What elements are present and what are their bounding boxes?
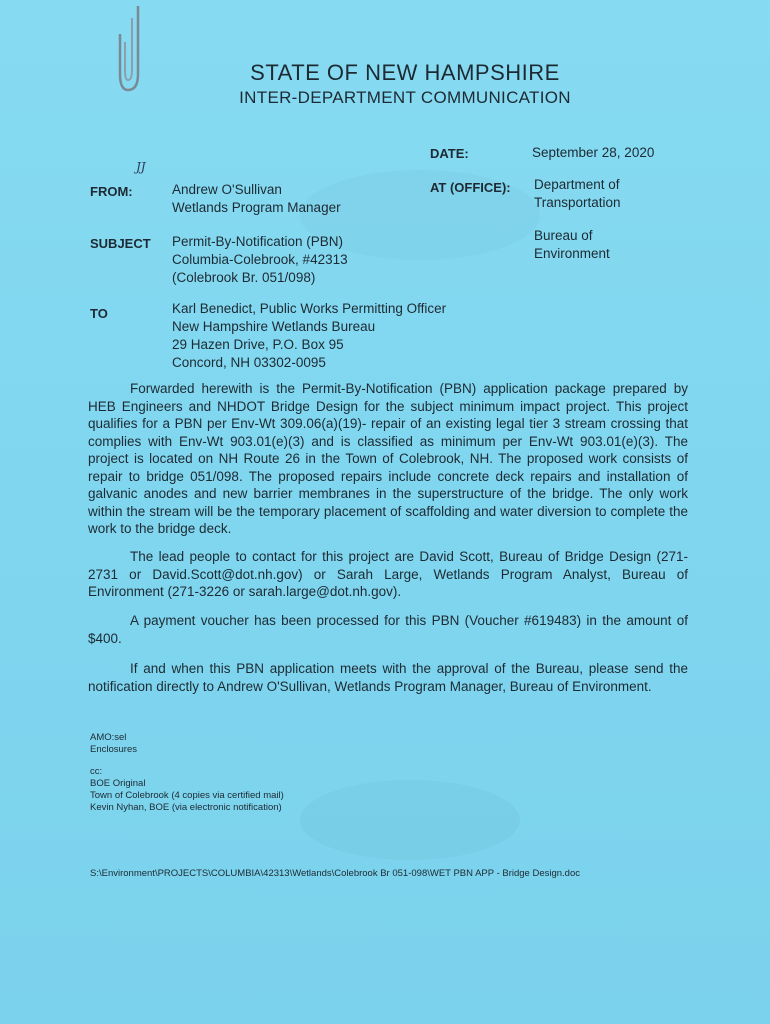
typist-initials: AMO:sel — [90, 732, 127, 743]
handwritten-initials: JJ — [136, 160, 146, 174]
body-paragraph-4 — [88, 660, 688, 695]
to-label: TO — [90, 306, 108, 321]
office-line-1: Department of — [534, 177, 620, 192]
document-subtitle: INTER-DEPARTMENT COMMUNICATION — [239, 88, 571, 107]
to-line-1: Karl Benedict, Public Works Permitting Officer — [172, 301, 447, 316]
from-label: FROM: — [90, 184, 133, 199]
body-paragraph-2-text: The lead people to contact for this project are David Scott, Bureau of Bridge Design (271-2731 or David.Scott@dot.nh.gov) or Sarah Large, Wetlands Program Analyst, Bureau of Environment (271-3226 or sarah.large@dot.nh.gov). — [88, 549, 688, 599]
bleed-through-mark — [300, 780, 520, 860]
to-line-4: Concord, NH 03302-0095 — [172, 355, 326, 370]
cc-label: cc: — [90, 766, 103, 777]
cc-line-1: BOE Original — [90, 778, 146, 789]
subject-line-3: (Colebrook Br. 051/098) — [172, 270, 316, 285]
body-paragraph-2 — [88, 548, 688, 601]
body-paragraph-1 — [88, 380, 688, 538]
office-line-2: Transportation — [534, 195, 621, 210]
date-value: September 28, 2020 — [532, 145, 655, 160]
office-label: AT (OFFICE): — [430, 180, 511, 195]
body-paragraph-3 — [88, 612, 688, 647]
subject-line-1: Permit-By-Notification (PBN) — [172, 234, 344, 249]
subject-label: SUBJECT — [90, 236, 151, 251]
to-line-2: New Hampshire Wetlands Bureau — [172, 319, 376, 334]
to-line-3: 29 Hazen Drive, P.O. Box 95 — [172, 337, 344, 352]
office-line-3: Bureau of — [534, 228, 593, 243]
office-line-4: Environment — [534, 246, 610, 261]
body-paragraph-4-text: If and when this PBN application meets with the approval of the Bureau, please send the notification directly to Andrew O'Sullivan, Wetlands Program Manager, Bureau of Environment. — [88, 661, 688, 694]
enclosures-note: Enclosures — [90, 744, 137, 755]
cc-line-2: Town of Colebrook (4 copies via certified mail) — [90, 790, 284, 801]
file-path: S:\Environment\PROJECTS\COLUMBIA\42313\Wetlands\Colebrook Br 051-098\WET PBN APP - Bridge Design.doc — [90, 868, 580, 879]
from-title: Wetlands Program Manager — [172, 200, 341, 215]
date-label: DATE: — [430, 146, 469, 161]
body-paragraph-3-text: A payment voucher has been processed for this PBN (Voucher #619483) in the amount of $400. — [88, 613, 688, 646]
from-name: Andrew O'Sullivan — [172, 182, 282, 197]
document-title: STATE OF NEW HAMPSHIRE — [250, 60, 560, 85]
cc-line-3: Kevin Nyhan, BOE (via electronic notification) — [90, 802, 282, 813]
body-paragraph-1-text: Forwarded herewith is the Permit-By-Notification (PBN) application package prepared by HEB Engineers and NHDOT Bridge Design for the subject minimum impact project. This project qualifies for a PBN per Env-Wt 309.06(a)(19)- repair of an existing legal tier 3 stream crossing that complies with Env-Wt 903.01(e)(3) and is classified as minimum per Env-Wt 903.01(e)(3). The project is located on NH Route 26 in the Town of Colebrook, NH. The proposed work consists of repair to bridge 051/098. The proposed repairs include concrete deck repairs and installation of galvanic anodes and new barrier membranes in the superstructure of the bridge. The only work within the stream will be the temporary placement of scaffolding and water diversion to complete the work to the bridge deck. — [88, 381, 688, 536]
subject-line-2: Columbia-Colebrook, #42313 — [172, 252, 348, 267]
